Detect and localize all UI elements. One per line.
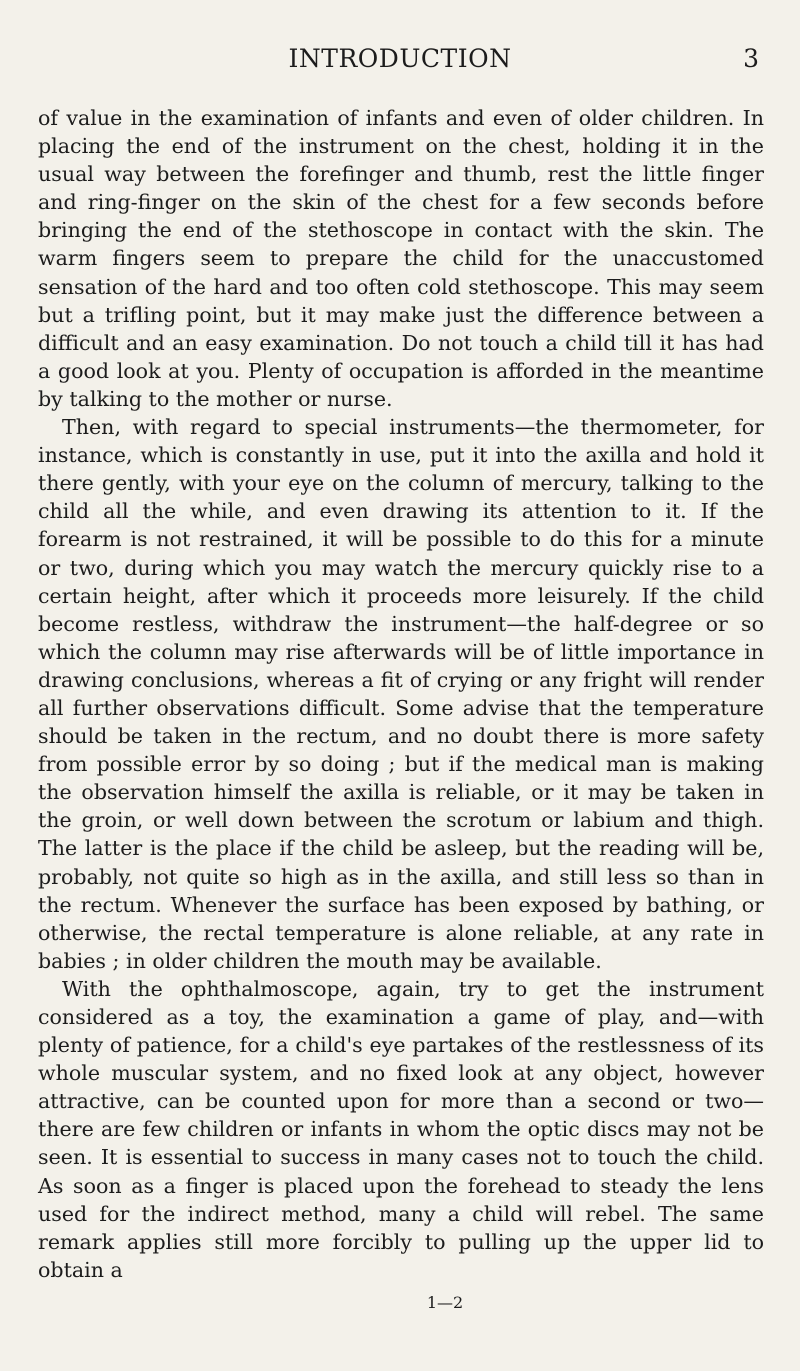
running-head [0, 44, 800, 74]
paragraph-stethoscope: of value in the examination of infants and even of older children. In placing the end of the instrument on the chest, holding it in the usual way between the forefinger and thumb, rest the little finger and ring-finger on the skin of the chest for a few seconds before bringing the end of the stethoscope in contact with the skin. The warm fingers seem to prepare the child for the unaccustomed sensation of the hard and too often cold stethoscope. This may seem but a trifling point, but it may make just the difference between a difficult and an easy examination. Do not touch a child till it has had a good look at you. Plenty of occupation is afforded in the meantime by talking to the mother or nurse. [38, 106, 764, 411]
signature-mark: 1—2 [426, 1293, 464, 1312]
body-text [38, 104, 764, 1284]
running-title: INTRODUCTION [288, 44, 512, 73]
paragraph-ophthalmoscope: With the ophthalmoscope, again, try to get the instrument considered as a toy, the examination a game of play, and—with plenty of patience, for a child's eye partakes of the restlessness of its whole muscular system, and no fixed look at any object, however attractive, can be counted upon for more than a second or two—there are few children or infants in whom the optic discs may not be seen. It is essential to success in many cases not to touch the child. As soon as a finger is placed upon the forehead to steady the lens used for the indirect method, many a child will rebel. The same remark applies still more forcibly to pulling up the upper lid to obtain a [38, 976, 764, 1282]
page-number: 3 [743, 44, 759, 73]
paragraph-thermometer: Then, with regard to special instruments—the thermometer, for instance, which is constantly in use, put it into the axilla and hold it there gently, with your eye on the column of mercury, talking to the child all the while, and even drawing its attention to it. If the forearm is not restrained, it will be possible to do this for a minute or two, during which you may watch the mercury quickly rise to a certain height, after which it proceeds more leisurely. If the child become restless, withdraw the instrument—the half-degree or so which the column may rise afterwards will be of little importance in drawing conclusions, whereas a fit of crying or any fright will render all further observations difficult. Some advise that the temperature should be taken in the rectum, and no doubt there is more safety from possible error by so doing ; but if the medical man is making the observation himself the axilla is reliable, or it may be taken in the groin, or well down between the scrotum or labium and thigh. The latter is the place if the child be asleep, but the reading will be, probably, not quite so high as in the axilla, and still less so than in the rectum. Whenever the surface has been exposed by bathing, or otherwise, the rectal temperature is alone reliable, at any rate in babies ; in older children the mouth may be available. [38, 415, 764, 973]
